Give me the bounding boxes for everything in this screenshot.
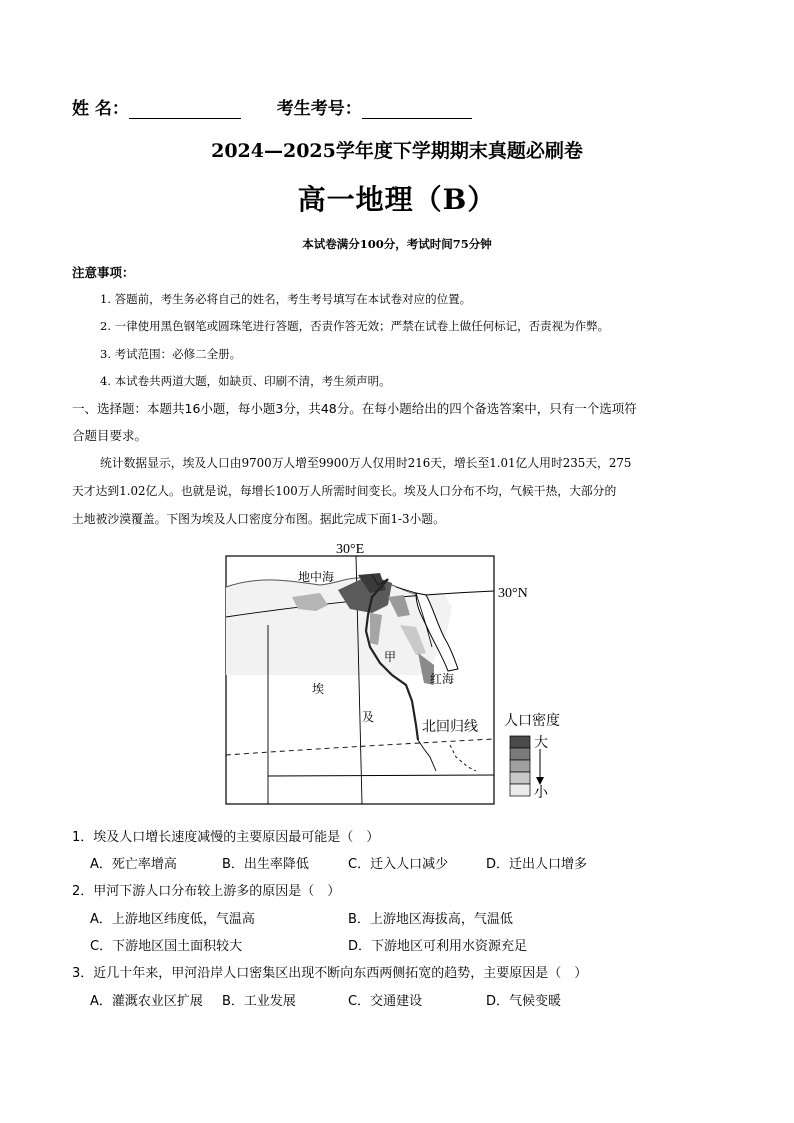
passage-line: 统计数据显示，埃及人口由9700万人增至9900万人仅用时216天，增长至1.01亿人用时235天，275 (100, 456, 632, 470)
subject-title: 高一地理（B） (297, 183, 497, 216)
notice-item: 2. 一律使用黑色钢笔或圆珠笔进行答题，否责作答无效；严禁在试卷上做任何标记，否责视为作弊。 (100, 319, 610, 333)
id-label: 考生考号： (276, 99, 362, 119)
question-3-stem: 3．近几十年来，甲河沿岸人口密集区出现不断向东西两侧拓宽的趋势，主要原因是（ ） (72, 966, 588, 981)
section-heading-cont: 合题目要求。 (72, 428, 148, 443)
q2-option-c[interactable]: C．下游地区国土面积较大 (90, 939, 243, 954)
id-blank[interactable] (362, 118, 472, 119)
q2-option-d[interactable]: D．下游地区可利用水资源充足 (348, 939, 528, 954)
red-sea-label: 红海 (430, 672, 455, 686)
legend-swatches (510, 736, 530, 796)
q3-option-b[interactable]: B．工业发展 (222, 994, 296, 1009)
q3-option-a[interactable]: A．灌溉农业区扩展 (90, 994, 203, 1009)
passage-line: 天才达到1.02亿人。也就是说，每增长100万人所需时间变长。埃及人口分布不均，气候干热，大部分的 (72, 484, 617, 498)
egypt-population-map (220, 535, 590, 810)
legend-high: 大 (534, 735, 548, 751)
q1-option-c[interactable]: C．迁入人口减少 (348, 857, 449, 872)
country-label-2: 及 (362, 710, 375, 724)
country-label-1: 埃 (312, 682, 325, 696)
question-1-stem: 1．埃及人口增长速度减慢的主要原因最可能是（ ） (72, 830, 380, 845)
q3-option-c[interactable]: C．交通建设 (348, 994, 423, 1009)
tropic-label: 北回归线 (422, 719, 478, 735)
legend-swatch (510, 748, 530, 760)
name-blank[interactable] (129, 118, 241, 119)
q1-option-a[interactable]: A．死亡率增高 (90, 857, 177, 872)
legend-swatch (510, 784, 530, 796)
exam-title: 2024—2025学年度下学期期末真题必刷卷 (211, 140, 583, 162)
question-2-stem: 2．甲河下游人口分布较上游多的原因是（ ） (72, 884, 341, 899)
name-label: 姓 名： (72, 99, 129, 119)
score-info: 本试卷满分100分，考试时间75分钟 (302, 237, 492, 251)
lat-label: 30°N (498, 586, 528, 601)
legend-swatch (510, 736, 530, 748)
name-line (72, 94, 472, 119)
q2-option-a[interactable]: A．上游地区纬度低，气温高 (90, 912, 255, 927)
section-heading: 一、选择题：本题共16小题，每小题3分，共48分。在每小题给出的四个备选答案中，只有一个选项符 (72, 401, 637, 416)
q1-option-d[interactable]: D．迁出人口增多 (486, 857, 588, 872)
notice-item: 3. 考试范围：必修二全册。 (100, 347, 242, 361)
river-label: 甲 (384, 650, 397, 664)
legend-low: 小 (534, 785, 548, 801)
lon-label: 30°E (336, 542, 365, 557)
legend-swatch (510, 760, 530, 772)
q1-option-b[interactable]: B．出生率降低 (222, 857, 309, 872)
notice-item: 1. 答题前，考生务必将自己的姓名，考生考号填写在本试卷对应的位置。 (100, 292, 472, 306)
q3-option-d[interactable]: D．气候变暖 (486, 994, 562, 1009)
passage-line: 土地被沙漠覆盖。下图为埃及人口密度分布图。据此完成下面1-3小题。 (72, 512, 445, 526)
legend-swatch (510, 772, 530, 784)
notice-heading: 注意事项： (72, 265, 135, 280)
sea-label: 地中海 (298, 570, 335, 584)
legend-title: 人口密度 (504, 713, 560, 729)
notice-item: 4. 本试卷共两道大题，如缺页、印刷不清，考生须声明。 (100, 374, 391, 388)
q2-option-b[interactable]: B．上游地区海拔高，气温低 (348, 912, 513, 927)
